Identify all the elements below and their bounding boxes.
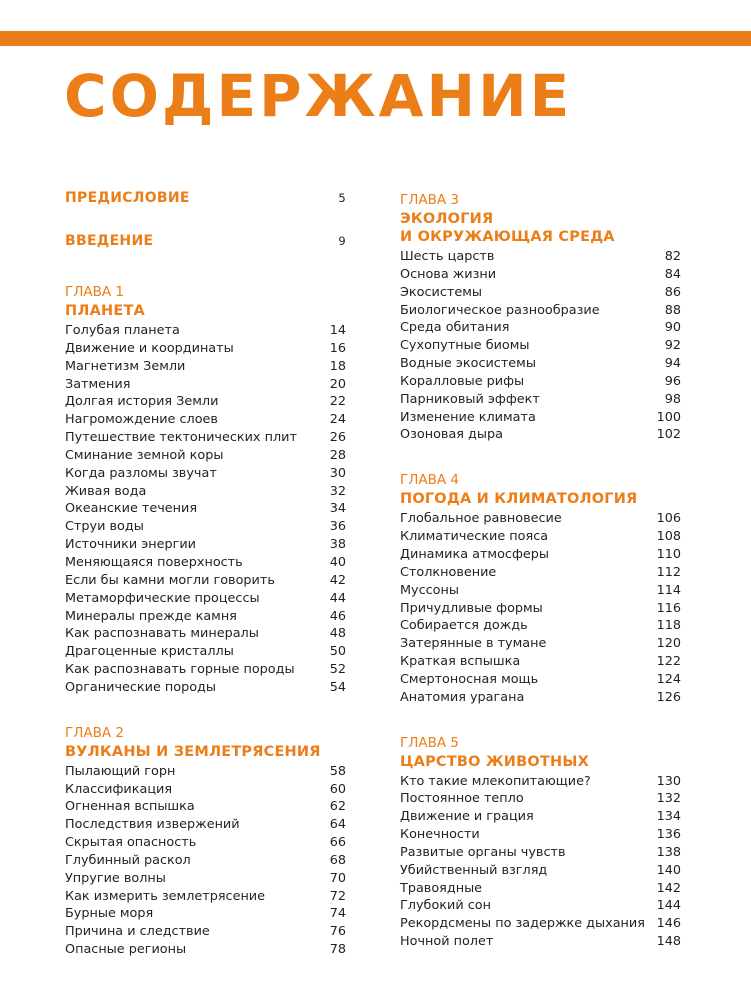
toc-item-page: 106 [656, 511, 681, 527]
toc-item[interactable] [400, 773, 681, 791]
toc-item[interactable] [65, 554, 346, 572]
top-accent-bar [0, 31, 751, 46]
toc-item[interactable] [65, 590, 346, 608]
toc-item[interactable] [400, 933, 681, 951]
toc-item-page: 144 [656, 898, 681, 914]
toc-item-title: Движение и координаты [65, 340, 234, 356]
toc-item-title: Как измерить землетрясение [65, 888, 266, 904]
toc-item-page: 22 [329, 394, 346, 410]
toc-item-page: 134 [656, 809, 681, 825]
toc-item-title: Голубая планета [65, 323, 180, 338]
toc-item-page: 26 [329, 430, 346, 446]
toc-item[interactable] [400, 373, 681, 391]
toc-item[interactable] [400, 617, 681, 635]
toc-item[interactable] [400, 915, 681, 933]
toc-item-title: Среда обитания [400, 320, 510, 336]
toc-item-title: Движение и грация [400, 809, 534, 825]
toc-item-title: Как распознавать горные породы [65, 662, 295, 678]
chapter-title: ПЛАНЕТА [65, 303, 145, 319]
toc-item-page: 62 [329, 799, 346, 815]
toc-item-title: Источники энергии [65, 537, 196, 553]
toc-item-page: 74 [329, 906, 346, 922]
toc-item[interactable] [65, 536, 346, 554]
chapter-title: ПОГОДА И КЛИМАТОЛОГИЯ [400, 491, 638, 508]
toc-item[interactable] [400, 409, 681, 427]
toc-item-title: Затерянные в тумане [400, 636, 547, 652]
toc-item-page: 140 [656, 862, 681, 878]
chapter-title: ЦАРСТВО ЖИВОТНЫХ [400, 753, 589, 770]
toc-item[interactable] [65, 393, 346, 411]
toc-item-title: Основа жизни [400, 266, 497, 282]
toc-item-title: Рекордсмены по задержке дыхания [400, 916, 645, 932]
toc-item[interactable] [65, 447, 346, 465]
toc-item-page: 44 [329, 590, 346, 606]
toc-item-title: Меняющаяся поверхность [65, 554, 243, 570]
toc-item[interactable] [400, 808, 681, 826]
toc-item-page: 132 [656, 791, 681, 807]
toc-item[interactable] [65, 852, 346, 870]
toc-item-page: 28 [329, 447, 346, 463]
toc-item-title: Анатомия урагана [400, 689, 525, 705]
toc-entry-label: ВВЕДЕНИЕ [65, 233, 154, 249]
toc-item-title: Постоянное тепло [400, 791, 524, 807]
toc-item-page: 78 [329, 942, 346, 958]
toc-item[interactable] [400, 355, 681, 373]
toc-item[interactable] [400, 510, 681, 528]
toc-item[interactable] [65, 376, 346, 394]
toc-item-title: Озоновая дыра [400, 427, 503, 443]
toc-item[interactable] [65, 923, 346, 941]
chapter-items [65, 322, 346, 697]
toc-item-title: Убийственный взгляд [400, 862, 548, 878]
toc-item-title: Глобальное равновесие [400, 511, 562, 527]
chapter-title-line: ЭКОЛОГИЯ [400, 211, 494, 227]
toc-entry-introduction[interactable] [65, 233, 346, 254]
chapter-section [65, 282, 346, 697]
toc-item-title: Столкновение [400, 564, 497, 580]
toc-item[interactable] [65, 625, 346, 643]
toc-item[interactable] [65, 834, 346, 852]
toc-item-page: 146 [656, 916, 681, 932]
toc-item[interactable] [65, 429, 346, 447]
toc-item-page: 86 [664, 284, 681, 300]
toc-item-page: 90 [664, 320, 681, 336]
toc-item[interactable] [400, 426, 681, 444]
toc-item[interactable] [65, 763, 346, 781]
toc-item-title: Парниковый эффект [400, 391, 540, 407]
toc-item-page: 118 [656, 618, 681, 634]
toc-item-title: Упругие волны [65, 870, 166, 886]
toc-item-page: 54 [329, 679, 346, 695]
toc-entry-page: 5 [338, 191, 346, 205]
toc-item[interactable] [400, 790, 681, 808]
toc-item-title: Скрытая опасность [65, 835, 197, 851]
chapter-label: ГЛАВА 3 [400, 192, 459, 208]
toc-item-page: 36 [329, 519, 346, 535]
chapter-section [65, 723, 346, 959]
toc-item-page: 82 [664, 249, 681, 264]
toc-item-title: Метаморфические процессы [65, 590, 260, 606]
toc-item-title: Долгая история Земли [65, 394, 219, 410]
toc-item-page: 96 [664, 373, 681, 389]
toc-item[interactable] [400, 337, 681, 355]
toc-entry-preface[interactable] [65, 190, 346, 211]
toc-item[interactable] [400, 671, 681, 689]
toc-item-title: Живая вода [65, 483, 147, 499]
toc-item-page: 102 [656, 427, 681, 443]
toc-item-title: Ночной полет [400, 934, 494, 950]
toc-item[interactable] [65, 608, 346, 626]
chapter-section [400, 190, 681, 444]
toc-item-title: Сухопутные биомы [400, 338, 530, 354]
toc-item-page: 108 [656, 529, 681, 545]
toc-item[interactable] [400, 284, 681, 302]
toc-item[interactable] [65, 661, 346, 679]
toc-item-title: Путешествие тектонических плит [65, 430, 297, 446]
toc-item-title: Последствия извержений [65, 817, 240, 833]
toc-item[interactable] [65, 465, 346, 483]
toc-item[interactable] [65, 483, 346, 501]
toc-item-page: 58 [329, 763, 346, 779]
toc-item[interactable] [65, 411, 346, 429]
toc-item-page: 142 [656, 880, 681, 896]
toc-item-title: Драгоценные кристаллы [65, 644, 234, 660]
toc-item-title: Классификация [65, 781, 173, 797]
toc-item-page: 138 [656, 844, 681, 860]
toc-item-title: Сминание земной коры [65, 447, 224, 463]
toc-item[interactable] [400, 844, 681, 862]
toc-item-title: Кто такие млекопитающие? [400, 773, 591, 789]
toc-item-page: 20 [329, 376, 346, 392]
toc-item[interactable] [65, 572, 346, 590]
toc-item-page: 52 [329, 662, 346, 678]
toc-item[interactable] [65, 340, 346, 358]
toc-item-page: 92 [664, 338, 681, 354]
toc-item-page: 148 [656, 934, 681, 950]
toc-item[interactable] [400, 319, 681, 337]
chapter-label: ГЛАВА 2 [65, 724, 124, 741]
toc-item-page: 122 [656, 654, 681, 670]
toc-item[interactable] [65, 358, 346, 376]
toc-item[interactable] [400, 302, 681, 320]
toc-item-page: 130 [656, 773, 681, 789]
toc-item-title: Причудливые формы [400, 600, 543, 616]
chapter-items [400, 510, 681, 706]
toc-item[interactable] [400, 248, 681, 266]
toc-item-title: Опасные регионы [65, 942, 187, 958]
toc-item-title: Смертоносная мощь [400, 671, 539, 687]
toc-item-title: Затмения [65, 376, 131, 392]
toc-item-page: 114 [656, 582, 681, 598]
toc-item[interactable] [65, 322, 346, 340]
toc-item[interactable] [65, 781, 346, 799]
toc-item[interactable] [400, 689, 681, 707]
chapter-title: ВУЛКАНЫ И ЗЕМЛЕТРЯСЕНИЯ [65, 743, 321, 760]
toc-item-title: Бурные моря [65, 906, 154, 922]
page-title: СОДЕРЖАНИЕ [64, 62, 573, 130]
toc-item[interactable] [65, 941, 346, 959]
toc-item-page: 50 [329, 644, 346, 660]
toc-item[interactable] [400, 862, 681, 880]
toc-item[interactable] [400, 600, 681, 618]
toc-item-title: Пылающий горн [65, 763, 176, 779]
toc-item-page: 126 [656, 689, 681, 705]
toc-item[interactable] [65, 905, 346, 923]
toc-item-title: Водные экосистемы [400, 356, 536, 372]
toc-item-page: 18 [329, 358, 346, 374]
toc-item-title: Экосистемы [400, 284, 482, 300]
toc-item[interactable] [65, 816, 346, 834]
toc-item-title: Когда разломы звучат [65, 465, 217, 481]
toc-item[interactable] [400, 546, 681, 564]
chapter-title-line: И ОКРУЖАЮЩАЯ СРЕДА [400, 229, 615, 245]
toc-item-title: Климатические пояса [400, 529, 549, 545]
toc-item-page: 72 [329, 888, 346, 904]
toc-item[interactable] [65, 500, 346, 518]
chapter-label: ГЛАВА 5 [400, 734, 459, 751]
toc-item-title: Органические породы [65, 679, 217, 695]
toc-item-page: 30 [329, 465, 346, 481]
toc-item-page: 64 [329, 817, 346, 833]
toc-item-page: 110 [656, 546, 681, 562]
toc-item[interactable] [65, 643, 346, 661]
toc-item-title: Океанские течения [65, 501, 198, 517]
chapter-items [65, 763, 346, 959]
toc-item-page: 88 [664, 302, 681, 318]
toc-item-title: Нагромождение слоев [65, 412, 218, 428]
toc-entry-label: ПРЕДИСЛОВИЕ [65, 190, 190, 206]
toc-item-page: 16 [329, 340, 346, 356]
toc-item-page: 120 [656, 636, 681, 652]
chapter-items [400, 248, 681, 444]
toc-item-page: 34 [329, 501, 346, 517]
toc-item-page: 14 [329, 323, 346, 338]
chapter-section [400, 733, 681, 951]
toc-item-title: Развитые органы чувств [400, 844, 566, 860]
toc-item[interactable] [65, 888, 346, 906]
toc-item-title: Причина и следствие [65, 924, 210, 940]
toc-item-page: 70 [329, 870, 346, 886]
toc-item-page: 124 [656, 671, 681, 687]
toc-item[interactable] [400, 897, 681, 915]
toc-item[interactable] [65, 679, 346, 697]
toc-item[interactable] [400, 826, 681, 844]
toc-item-title: Собирается дождь [400, 618, 528, 634]
toc-item-title: Глубинный раскол [65, 852, 191, 868]
toc-item[interactable] [400, 880, 681, 898]
toc-item-page: 38 [329, 537, 346, 553]
toc-item-page: 48 [329, 626, 346, 642]
chapter-label: ГЛАВА 4 [400, 472, 459, 489]
toc-item-title: Если бы камни могли говорить [65, 572, 275, 588]
toc-item-page: 24 [329, 412, 346, 428]
toc-item-page: 40 [329, 554, 346, 570]
toc-item-page: 112 [656, 564, 681, 580]
toc-item[interactable] [400, 582, 681, 600]
toc-item-title: Конечности [400, 827, 480, 843]
toc-item-page: 42 [329, 572, 346, 588]
toc-item[interactable] [400, 391, 681, 409]
toc-right-column [400, 190, 681, 951]
toc-item-page: 116 [656, 600, 681, 616]
chapter-section [400, 470, 681, 706]
toc-item-page: 76 [329, 924, 346, 940]
toc-item[interactable] [400, 528, 681, 546]
chapter-items [400, 773, 681, 951]
toc-item-title: Глубокий сон [400, 898, 491, 914]
toc-item-title: Динамика атмосферы [400, 546, 549, 562]
toc-item-page: 32 [329, 483, 346, 499]
chapter-title [400, 210, 681, 246]
toc-item-page: 66 [329, 835, 346, 851]
toc-item-title: Огненная вспышка [65, 799, 195, 815]
toc-item-page: 60 [329, 781, 346, 797]
toc-item-page: 68 [329, 852, 346, 868]
toc-item-title: Травоядные [400, 880, 483, 896]
toc-item-title: Шесть царств [400, 249, 495, 264]
toc-entry-page: 9 [338, 234, 346, 248]
toc-item-page: 84 [664, 266, 681, 282]
toc-item[interactable] [65, 518, 346, 536]
toc-item-title: Изменение климата [400, 409, 536, 425]
chapter-label: ГЛАВА 1 [65, 284, 124, 300]
toc-item-title: Магнетизм Земли [65, 358, 186, 374]
toc-item-title: Минералы прежде камня [65, 608, 237, 624]
toc-item[interactable] [400, 653, 681, 671]
toc-left-column [65, 190, 346, 959]
toc-item[interactable] [65, 870, 346, 888]
toc-item-page: 100 [656, 409, 681, 425]
toc-item[interactable] [400, 266, 681, 284]
toc-item-title: Краткая вспышка [400, 654, 521, 670]
toc-item-page: 136 [656, 827, 681, 843]
toc-item-title: Биологическое разнообразие [400, 302, 600, 318]
toc-item-title: Коралловые рифы [400, 373, 525, 389]
toc-item-title: Муссоны [400, 582, 459, 598]
toc-item-title: Струи воды [65, 519, 144, 535]
toc-item-page: 98 [664, 391, 681, 407]
toc-item[interactable] [400, 635, 681, 653]
toc-item-title: Как распознавать минералы [65, 626, 259, 642]
toc-item-page: 46 [329, 608, 346, 624]
toc-item-page: 94 [664, 356, 681, 372]
toc-item[interactable] [65, 798, 346, 816]
toc-item[interactable] [400, 564, 681, 582]
